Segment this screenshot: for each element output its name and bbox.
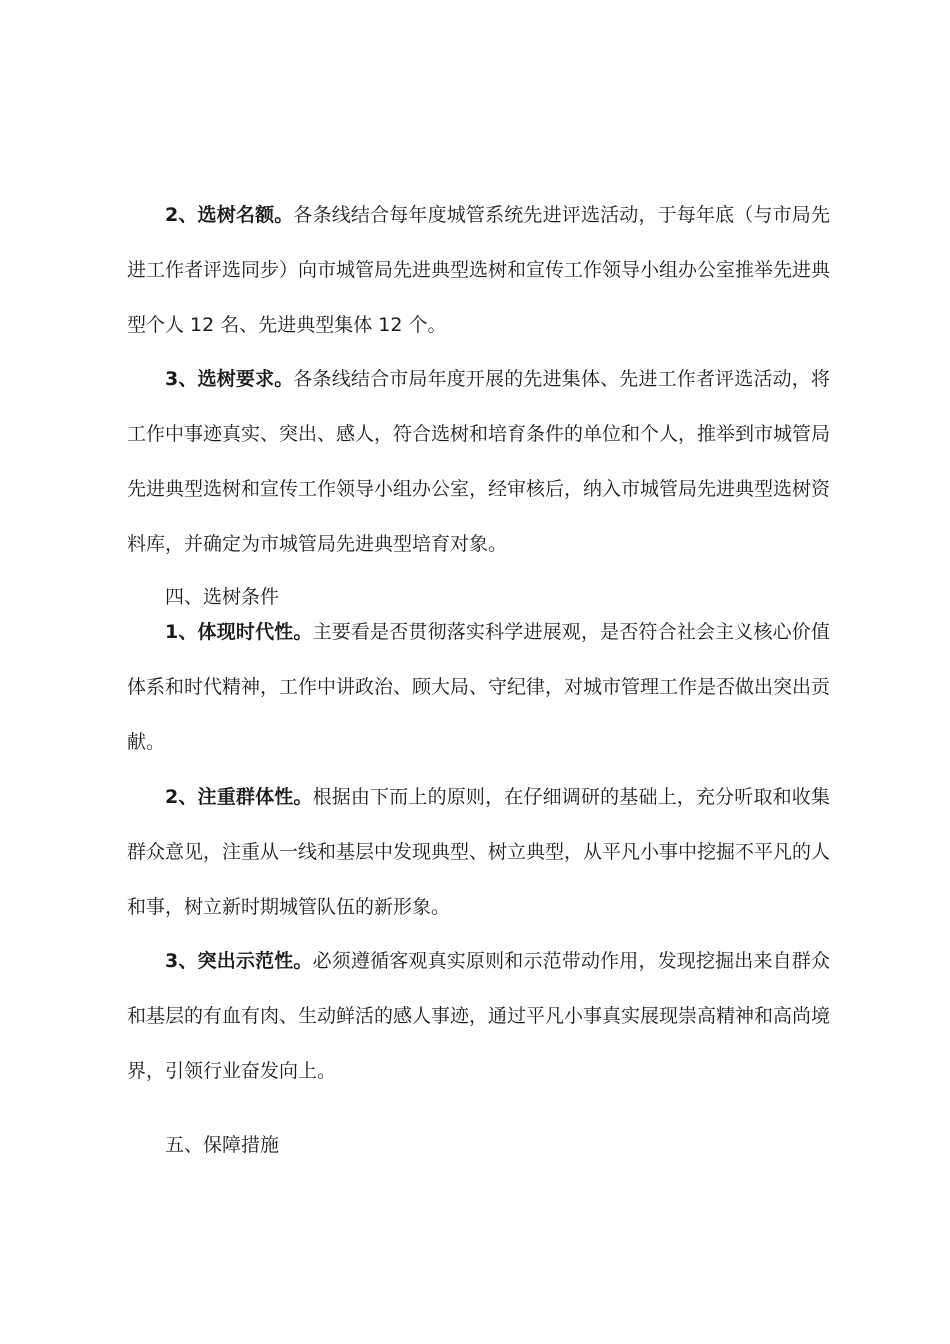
paragraph-lead: 2、注重群体性。 — [165, 786, 313, 808]
paragraph-selection-quota — [127, 188, 830, 353]
paragraph-body: 必须遵循客观真实原则和示范带动作用，发现挖掘出来自群众和基层的有血有肉、生动鲜活的感人事迹，通过平凡小事真实展现崇高精神和高尚境界，引领行业奋发向上。 — [127, 950, 831, 1082]
paragraph-body: 各条线结合市局年度开展的先进集体、先进工作者评选活动，将工作中事迹真实、突出、感人，符合选树和培育条件的单位和个人，推举到市城管局先进典型选树和宣传工作领导小组办公室，经审核后，纳入市城管局先进典型选树资料库，并确定为市城管局先进典型培育对象。 — [127, 368, 831, 555]
paragraph-body: 各条线结合每年度城管系统先进评选活动，于每年底（与市局先进工作者评选同步）向市城管局先进典型选树和宣传工作领导小组办公室推举先进典型个人 12 名、先进典型集体 12 个。 — [127, 204, 831, 336]
section-heading-safeguards: 五、保障措施 — [165, 1134, 280, 1156]
paragraph-body: 主要看是否贯彻落实科学进展观，是否符合社会主义核心价值体系和时代精神，工作中讲政治、顾大局、守纪律，对城市管理工作是否做出突出贡献。 — [127, 621, 831, 753]
paragraph-lead: 1、体现时代性。 — [165, 621, 313, 643]
paragraph-condition-timeliness — [127, 605, 830, 770]
paragraph-lead: 3、选树要求。 — [165, 368, 294, 390]
paragraph-lead: 2、选树名额。 — [165, 204, 294, 226]
paragraph-body: 根据由下而上的原则，在仔细调研的基础上，充分听取和收集群众意见，注重从一线和基层中发现典型、树立典型，从平凡小事中挖掘不平凡的人和事，树立新时期城管队伍的新形象。 — [127, 786, 831, 918]
paragraph-condition-group — [127, 770, 830, 935]
paragraph-selection-requirements — [127, 352, 830, 572]
section-heading-selection-conditions: 四、选树条件 — [165, 586, 280, 608]
paragraph-lead: 3、突出示范性。 — [165, 950, 313, 972]
paragraph-condition-exemplary — [127, 934, 830, 1099]
